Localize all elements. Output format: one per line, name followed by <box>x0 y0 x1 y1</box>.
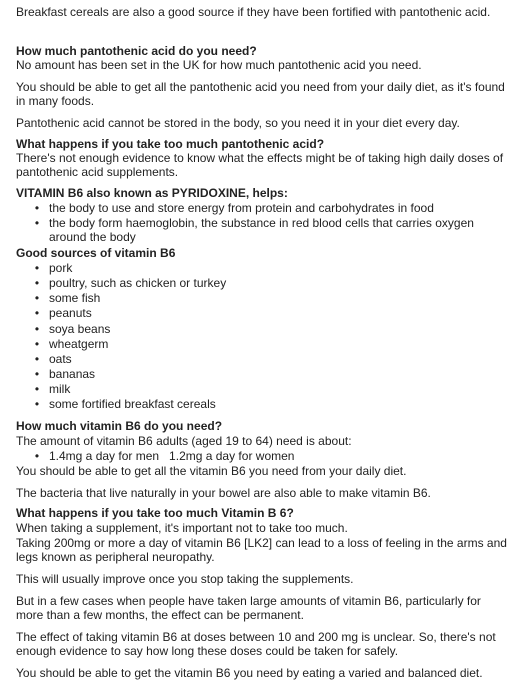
list-item-text: some fortified breakfast cereals <box>49 397 216 411</box>
list-item <box>32 352 510 366</box>
intro-paragraph: Breakfast cereals are also a good source if they have been fortified with pantothenic acid. <box>16 5 491 19</box>
bullet-icon: • <box>34 276 40 290</box>
list-item <box>32 306 510 320</box>
pa-need-paragraph-2: You should be able to get all the pantothenic acid you need from your daily diet, as it's found in many foods. <box>16 80 505 108</box>
list-item <box>32 201 510 215</box>
pa-toomuch-paragraph-1: There's not enough evidence to know what the effects might be of taking high daily doses of pantothenic acid supplements. <box>16 151 504 179</box>
b6-helps-heading: VITAMIN B6 also known as PYRIDOXINE, helps: <box>16 186 288 200</box>
bullet-icon: • <box>34 322 40 336</box>
b6-toomuch-paragraph-6: You should be able to get the vitamin B6 you need by eating a varied and balanced diet. <box>16 666 483 680</box>
list-item <box>32 397 510 411</box>
b6-toomuch-paragraph-2: Taking 200mg or more a day of vitamin B6 [LK2] can lead to a loss of feeling in the arms and legs known as peripheral neuropathy. <box>16 536 507 564</box>
bullet-icon: • <box>34 291 40 305</box>
list-item-text: peanuts <box>49 306 92 320</box>
bullet-icon: • <box>34 216 40 230</box>
b6-need-heading: How much vitamin B6 do you need? <box>16 419 223 433</box>
list-item-text: pork <box>49 261 73 275</box>
list-item-text: poultry, such as chicken or turkey <box>49 276 227 290</box>
list-item <box>32 276 510 290</box>
list-item-text: oats <box>49 352 72 366</box>
list-item <box>32 216 510 244</box>
pa-need-paragraph-1: No amount has been set in the UK for how much pantothenic acid you need. <box>16 58 422 72</box>
bullet-icon: • <box>34 337 40 351</box>
bullet-icon: • <box>34 397 40 411</box>
b6-toomuch-paragraph-3: This will usually improve once you stop taking the supplements. <box>16 572 354 586</box>
b6-need-paragraph-3: The bacteria that live naturally in your bowel are also able to make vitamin B6. <box>16 486 431 500</box>
bullet-icon: • <box>34 382 40 396</box>
list-item-text: milk <box>49 382 71 396</box>
list-item <box>32 337 510 351</box>
b6-toomuch-paragraph-1: When taking a supplement, it's important not to take too much. <box>16 521 348 535</box>
list-item <box>32 291 510 305</box>
list-item <box>32 382 510 396</box>
list-item-text: some fish <box>49 291 101 305</box>
list-item-text: soya beans <box>49 322 111 336</box>
b6-sources-heading: Good sources of vitamin B6 <box>16 246 176 260</box>
pa-need-paragraph-3: Pantothenic acid cannot be stored in the body, so you need it in your diet every day. <box>16 116 460 130</box>
b6-toomuch-heading: What happens if you take too much Vitamin B 6? <box>16 506 294 520</box>
b6-toomuch-paragraph-5: The effect of taking vitamin B6 at doses between 10 and 200 mg is unclear. So, there's not enough evidence to say how long these doses could be taken for safely. <box>16 630 496 658</box>
bullet-icon: • <box>34 201 40 215</box>
bullet-icon: • <box>34 306 40 320</box>
bullet-icon: • <box>34 449 40 463</box>
list-item <box>32 367 510 381</box>
list-item <box>32 449 510 463</box>
list-item-text: bananas <box>49 367 96 381</box>
b6-need-paragraph-1: The amount of vitamin B6 adults (aged 19 to 64) need is about: <box>16 434 352 448</box>
bullet-icon: • <box>34 261 40 275</box>
list-item-text: the body to use and store energy from protein and carbohydrates in food <box>49 201 434 215</box>
b6-need-paragraph-2: You should be able to get all the vitamin B6 you need from your daily diet. <box>16 464 407 478</box>
pa-toomuch-heading: What happens if you take too much pantothenic acid? <box>16 137 325 151</box>
list-item-text: wheatgerm <box>49 337 109 351</box>
b6-toomuch-paragraph-4: But in a few cases when people have taken large amounts of vitamin B6, particularly for more than a few months, the effect can be permanent. <box>16 594 481 622</box>
list-item-text: 1.4mg a day for men 1.2mg a day for women <box>49 449 295 463</box>
list-item <box>32 322 510 336</box>
pa-need-heading: How much pantothenic acid do you need? <box>16 44 257 58</box>
bullet-icon: • <box>34 352 40 366</box>
list-item <box>32 261 510 275</box>
bullet-icon: • <box>34 367 40 381</box>
list-item-text: the body form haemoglobin, the substance in red blood cells that carries oxygen around the body <box>49 216 474 244</box>
